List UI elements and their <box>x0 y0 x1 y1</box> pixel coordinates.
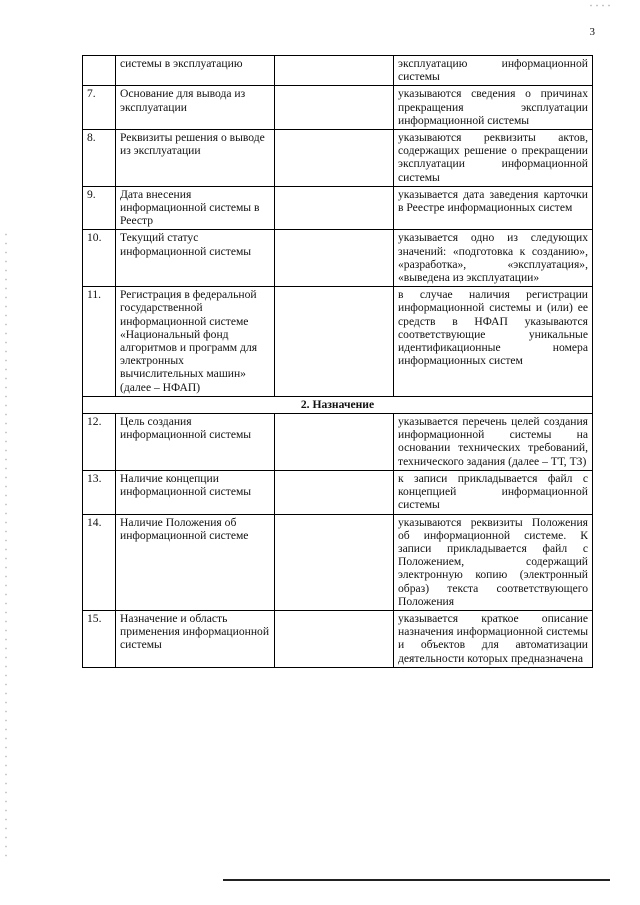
row-description: указывается дата заведения карточки в Реестре информационных систем <box>394 186 593 230</box>
scan-edge-line <box>223 879 610 881</box>
row-description: указываются реквизиты актов, содержащих решение о прекращении эксплуатации информационной системы <box>394 130 593 187</box>
row-description: указываются сведения о причинах прекращения эксплуатации информационной системы <box>394 86 593 130</box>
table-row <box>83 414 593 471</box>
row-number: 8. <box>83 130 116 187</box>
row-value-cell <box>275 514 394 610</box>
row-field-name: системы в эксплуатацию <box>116 56 275 86</box>
row-value-cell <box>275 470 394 514</box>
table-row <box>83 287 593 397</box>
row-field-name: Наличие концепции информационной системы <box>116 470 275 514</box>
row-field-name: Регистрация в федеральной государственной информационной системе «Национальный фонд алгоритмов и программ для электронных вычислительных машин» (далее – НФАП) <box>116 287 275 397</box>
row-description: эксплуатацию информационной системы <box>394 56 593 86</box>
row-number: 14. <box>83 514 116 610</box>
row-number: 10. <box>83 230 116 287</box>
scan-artifact <box>588 4 612 7</box>
row-value-cell <box>275 610 394 667</box>
table-row <box>83 86 593 130</box>
table-row <box>83 610 593 667</box>
row-field-name: Назначение и область применения информационной системы <box>116 610 275 667</box>
section-row <box>83 396 593 413</box>
row-description: указывается одно из следующих значений: «подготовка к созданию», «разработка», «эксплуатация», «выведена из эксплуатации» <box>394 230 593 287</box>
scan-artifact <box>4 230 8 860</box>
row-value-cell <box>275 287 394 397</box>
row-number: 12. <box>83 414 116 471</box>
row-field-name: Цель создания информационной системы <box>116 414 275 471</box>
row-field-name: Основание для вывода из эксплуатации <box>116 86 275 130</box>
row-number: 11. <box>83 287 116 397</box>
row-value-cell <box>275 230 394 287</box>
row-number <box>83 56 116 86</box>
row-description: указываются реквизиты Положения об информационной системе. К записи прикладывается файл с Положением, содержащий электронную копию (электронный образ) текста соответствующего Положения <box>394 514 593 610</box>
section-heading: 2. Назначение <box>83 396 593 413</box>
row-value-cell <box>275 86 394 130</box>
registry-table-body <box>83 56 593 668</box>
table-row <box>83 130 593 187</box>
row-value-cell <box>275 56 394 86</box>
table-row <box>83 56 593 86</box>
row-value-cell <box>275 130 394 187</box>
row-number: 15. <box>83 610 116 667</box>
row-field-name: Дата внесения информационной системы в Реестр <box>116 186 275 230</box>
row-field-name: Текущий статус информационной системы <box>116 230 275 287</box>
row-description: в случае наличия регистрации информационной системы и (или) ее средств в НФАП указываются соответствующие уникальные идентификационные номера информационных систем <box>394 287 593 397</box>
row-value-cell <box>275 186 394 230</box>
table-row <box>83 230 593 287</box>
row-number: 9. <box>83 186 116 230</box>
row-number: 13. <box>83 470 116 514</box>
row-value-cell <box>275 414 394 471</box>
table-row <box>83 470 593 514</box>
page-number: 3 <box>589 26 595 38</box>
registry-table <box>82 55 593 668</box>
row-field-name: Наличие Положения об информационной системе <box>116 514 275 610</box>
row-description: к записи прикладывается файл с концепцией информационной системы <box>394 470 593 514</box>
row-description: указывается перечень целей создания информационной системы на основании технических требований, технического задания (далее – ТТ, ТЗ) <box>394 414 593 471</box>
row-number: 7. <box>83 86 116 130</box>
row-description: указывается краткое описание назначения информационной системы и объектов для автоматизации деятельности которых предназначена <box>394 610 593 667</box>
table-row <box>83 186 593 230</box>
table-row <box>83 514 593 610</box>
row-field-name: Реквизиты решения о выводе из эксплуатации <box>116 130 275 187</box>
